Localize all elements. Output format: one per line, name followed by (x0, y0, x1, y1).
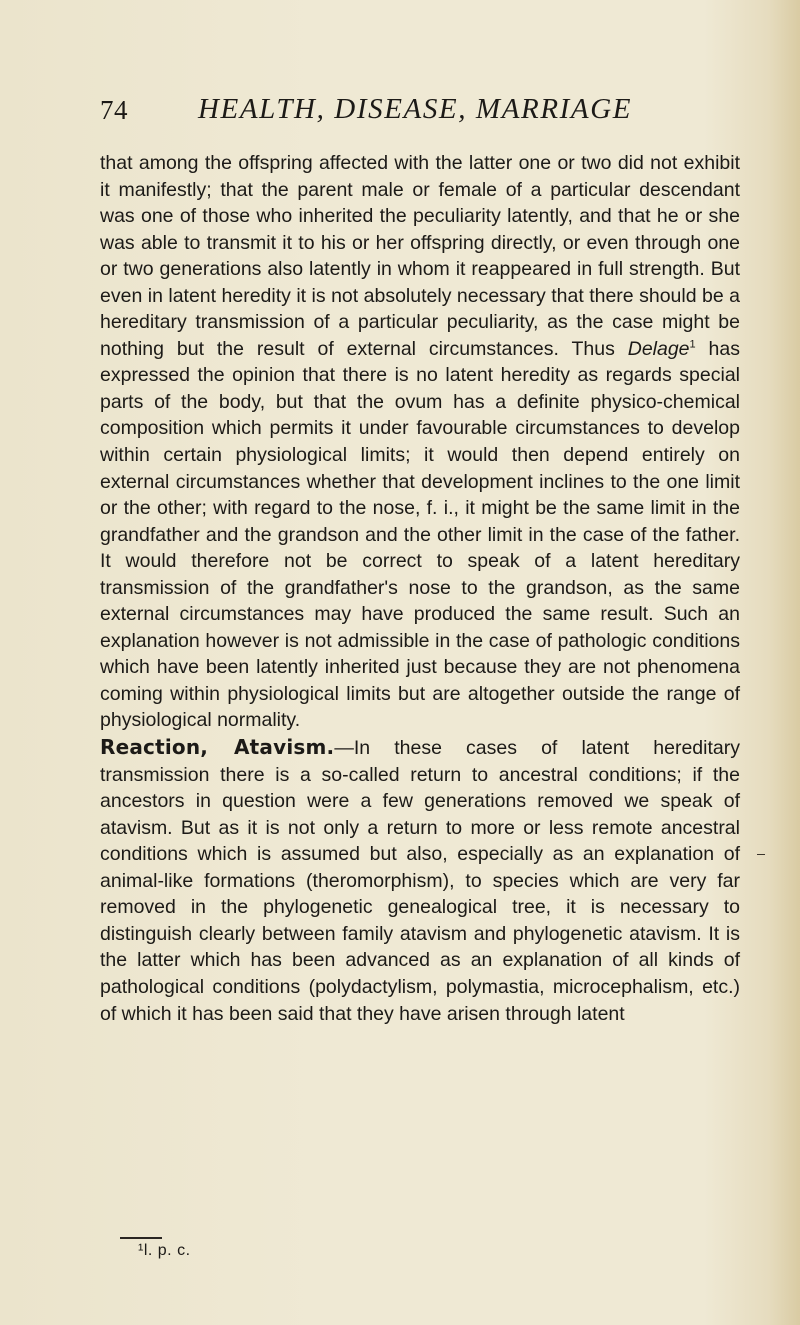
paragraph-2-text: —In these cases of latent hereditary transmission there is a so-called return to ancestral conditions; if the ancestors in question were a few generations removed we speak of atavism. But as it is not only a return to more or less remote ancestral conditions which is assumed but also, especially as an explanation of animal-like formations (theromorphism), to species which are very far removed in the phylogenetic genealogical tree, it is necessary to distinguish clearly between family atavism and phylogenetic atavism. It is the latter which has been advanced as an explanation of all kinds of pathological conditions (polydactylism, polymastia, microcephalism, etc.) of which it has been said that they have arisen through latent (100, 737, 740, 1025)
margin-mark (757, 854, 765, 855)
paragraph-1-part-b: has expressed the opinion that there is no latent heredity as regards special parts of the body, but that the ovum has a definite physico-chemical composition which permits it under favourable circumstances to develop within certain physiological limits; it would then depend entirely on external circumstances whether that development inclines to the one limit or the other; with regard to the nose, f. i., it might be the same limit in the grandfather and the grandson and the other limit in the case of the father. It would therefore not be correct to speak of a latent hereditary transmission of the grandfather's nose to the grandson, as the same external circumstances may have produced the same result. Such an explanation however is not admissible in the case of pathologic conditions which have been latently inherited just because they are not phenomena coming within physiological limits but are altogether outside the range of physiological normality. (100, 337, 740, 732)
body-text (100, 150, 740, 1027)
footnote-rule (120, 1237, 162, 1239)
footnote-reference: 1 (689, 338, 696, 351)
page-number: 74 (100, 95, 128, 125)
footnote: ¹l. p. c. (138, 1242, 191, 1259)
author-name-delage: Delage (627, 337, 690, 360)
running-title: HEALTH, DISEASE, MARRIAGE (198, 93, 633, 125)
section-heading: Reaction, Atavism. (100, 735, 335, 760)
page-header (100, 93, 740, 133)
paragraph-2 (100, 734, 740, 1027)
paragraph-1 (100, 150, 740, 734)
paragraph-1-part-a: that among the offspring affected with the latter one or two did not exhibit it manifestly; that the parent male or female of a particular descendant was one of those who inherited the peculiarity latently, and that he or she was able to transmit it to his or her offspring directly, or even through one or two generations also latently in whom it reappeared in full strength. But even in latent heredity it is not absolutely necessary that there should be a hereditary transmission of a particular peculiarity, as the case might be nothing but the result of external circumstances. Thus (100, 152, 740, 360)
